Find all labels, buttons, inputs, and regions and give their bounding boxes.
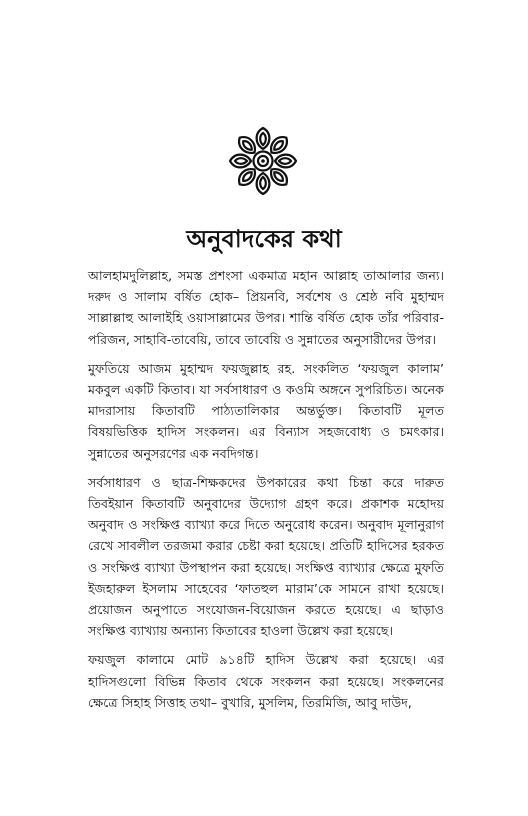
petal-inner <box>260 177 266 189</box>
petal-inner <box>260 133 266 145</box>
paragraph-4: ফয়জুল কালামে মোট ৯১৪টি হাদিস উল্লেখ করা হয়েছে। এর হাদিসগুলো বিভিন্ন কিতাব থেকে সংকলন করা হয়েছে। সংকলনের ক্ষেত্রে সিহাহ সিত্তাহ তথা– বুখারি, মুসলিম, তিরমিজি, আবু দাউদ, <box>88 652 444 710</box>
floral-rosette-icon <box>228 126 298 196</box>
petal-outline <box>267 165 291 189</box>
petal-outline <box>235 133 259 157</box>
paragraph-2: মুফতিয়ে আজম মুহাম্মদ ফয়জুল্লাহ রহ. সংকলিত ‘ফয়জুল কালাম’ মকবুল একটি কিতাব। যা সর্বসাধারণ ও কওমি অঙ্গনে সুপরিচিত। অনেক মাদরাসায় কিতাবটি পাঠ্যতালিকার অন্তর্ভুক্ত। কিতাবটি মূলত বিষয়ভিত্তিক হাদিস সংকলন। এর বিন্যাস সহজবোধ্য ও চমৎকার। সুন্নাতের অনুসরণের এক নবদিগন্ত। <box>88 360 444 461</box>
petal-inner <box>235 158 247 164</box>
petal-inner <box>279 158 291 164</box>
petal-outline <box>267 133 291 157</box>
petal-outline <box>235 165 259 189</box>
page-title: অনুবাদকের কথা <box>186 225 342 253</box>
paragraph-1: আলহামদুলিল্লাহ, সমস্ত প্রশংসা একমাত্র মহান আল্লাহ তাআলার জন্য। দরুদ ও সালাম বর্ষিত হোক– প্রিয়নবি, সর্বশেষ ও শ্রেষ্ঠ নবি মুহাম্মদ সাল্লাল্লাহু আলাইহি ওয়াসাল্লামের উপর। শান্তি বর্ষিত হোক তাঁর পরিবার-পরিজন, সাহাবি-তাবেয়ি, তাবে তাবেয়ি ও সুন্নাতের অনুসারীদের উপর। <box>88 268 444 347</box>
paragraph-3: সর্বসাধারণ ও ছাত্র-শিক্ষকদের উপকারের কথা চিন্তা করে দারুত তিবইয়ান কিতাবটি অনুবাদের উদ্যোগ গ্রহণ করে। প্রকাশক মহোদয় অনুবাদ ও সংক্ষিপ্ত ব্যাখ্যা করে দিতে অনুরোধ করেন। অনুবাদ মূলানুরাগ রেখে সাবলীল তরজমা করার চেষ্টা করা হয়েছে। প্রতিটি হাদিসের হরকত ও সংক্ষিপ্ত ব্যাখ্যা উপস্থাপন করা হয়েছে। সংক্ষিপ্ত ব্যাখ্যার ক্ষেত্রে মুফতি ইজহারুল ইসলাম সাহেবের ‘ফাতহুল মারাম’কে সামনে রাখা হয়েছে। প্রয়োজন অনুপাতে সংযোজন-বিয়োজন করতে হয়েছে। এ ছাড়াও সংক্ষিপ্ত ব্যাখ্যায় অন্যান্য কিতাবের হাওলা উল্লেখ করা হয়েছে। <box>88 474 444 639</box>
body-text <box>88 265 444 721</box>
